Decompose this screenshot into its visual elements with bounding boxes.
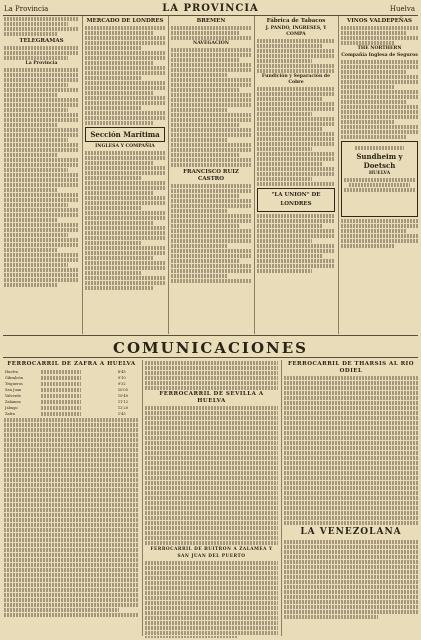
table-row: Zafra 1'45 bbox=[5, 411, 126, 416]
masthead-left: La Provincia bbox=[4, 5, 49, 13]
maritime-section-title: Sección Marítima bbox=[90, 130, 160, 139]
bottom-column-2 bbox=[145, 360, 278, 638]
table-row: Huelva 8'45 bbox=[5, 369, 126, 374]
column-4 bbox=[257, 16, 335, 334]
zafra-huelva-title: FERROCARRIL DE ZAFRA A HUELVA bbox=[7, 361, 136, 367]
column-2-head: MERCADO DE LONDRES bbox=[86, 18, 164, 24]
column-5-company: Compañía Inglesa de Seguros bbox=[341, 53, 418, 58]
tharsis-title: FERROCARRIL DE THARSIS AL RIO ODIEL bbox=[287, 361, 415, 374]
table-row: San Juan 10'05 bbox=[5, 387, 128, 392]
column-1-subhead: La Provincia bbox=[25, 61, 58, 66]
column-4-head: Fábrica de Tabacos bbox=[266, 18, 326, 24]
sundheim-city: HUELVA bbox=[368, 171, 391, 176]
column-3-notice: FRANCISCO RUIZ CASTRO bbox=[183, 169, 239, 182]
table-row: Jabugo 12'20 bbox=[5, 405, 128, 410]
masthead-right: Huelva bbox=[389, 5, 415, 13]
masthead-title: LA PROVINCIA bbox=[162, 3, 259, 14]
table-row: Gibraleón 9'10 bbox=[5, 375, 126, 380]
la-union-box bbox=[257, 188, 335, 212]
column-1 bbox=[4, 16, 79, 334]
sundheim-ad bbox=[341, 141, 418, 217]
communications-banner bbox=[0, 336, 421, 358]
buitron-title: FERROCARRIL DE BUITRON A ZALAMEA Y SAN JUAN DEL PUERTO bbox=[150, 547, 273, 559]
la-venezolana-title: LA VENEZOLANA bbox=[300, 527, 402, 537]
column-3 bbox=[171, 16, 251, 334]
column-2 bbox=[85, 16, 165, 334]
column-2-subhead: INGLESA Y COMPAÑIA bbox=[95, 144, 155, 149]
column-3-subhead: NAVEGACION bbox=[193, 41, 229, 46]
la-union-title: "LA UNION" DE LONDRES bbox=[271, 192, 321, 207]
column-5-head: VINOS VALDEPEÑAS bbox=[346, 18, 413, 24]
column-4-subhead: Fundición y Separación de Cobre bbox=[261, 74, 331, 85]
table-row: Zalamea 11'12 bbox=[5, 399, 128, 404]
column-5 bbox=[341, 16, 418, 334]
column-1-head: TELEGRAMAS bbox=[19, 38, 64, 44]
sundheim-title: Sundheim y Doetsch bbox=[356, 152, 403, 170]
communications-title: COMUNICACIONES bbox=[113, 339, 308, 357]
sevilla-huelva-title: FERROCARRIL DE SEVILLA A HUELVA bbox=[159, 391, 264, 404]
table-row: Valverde 10'40 bbox=[5, 393, 128, 398]
column-3-head: BREMEN bbox=[196, 18, 226, 24]
column-4-name: J. PANDO, INGRESES, Y COMPA bbox=[265, 26, 327, 37]
column-5-subhead: THE NORTHERN bbox=[357, 46, 402, 51]
bottom-column-1 bbox=[4, 360, 139, 638]
timetable bbox=[4, 369, 139, 417]
maritime-section-box bbox=[85, 127, 165, 142]
bottom-column-3 bbox=[284, 360, 418, 638]
table-row: Trigueros 9'32 bbox=[5, 381, 126, 386]
